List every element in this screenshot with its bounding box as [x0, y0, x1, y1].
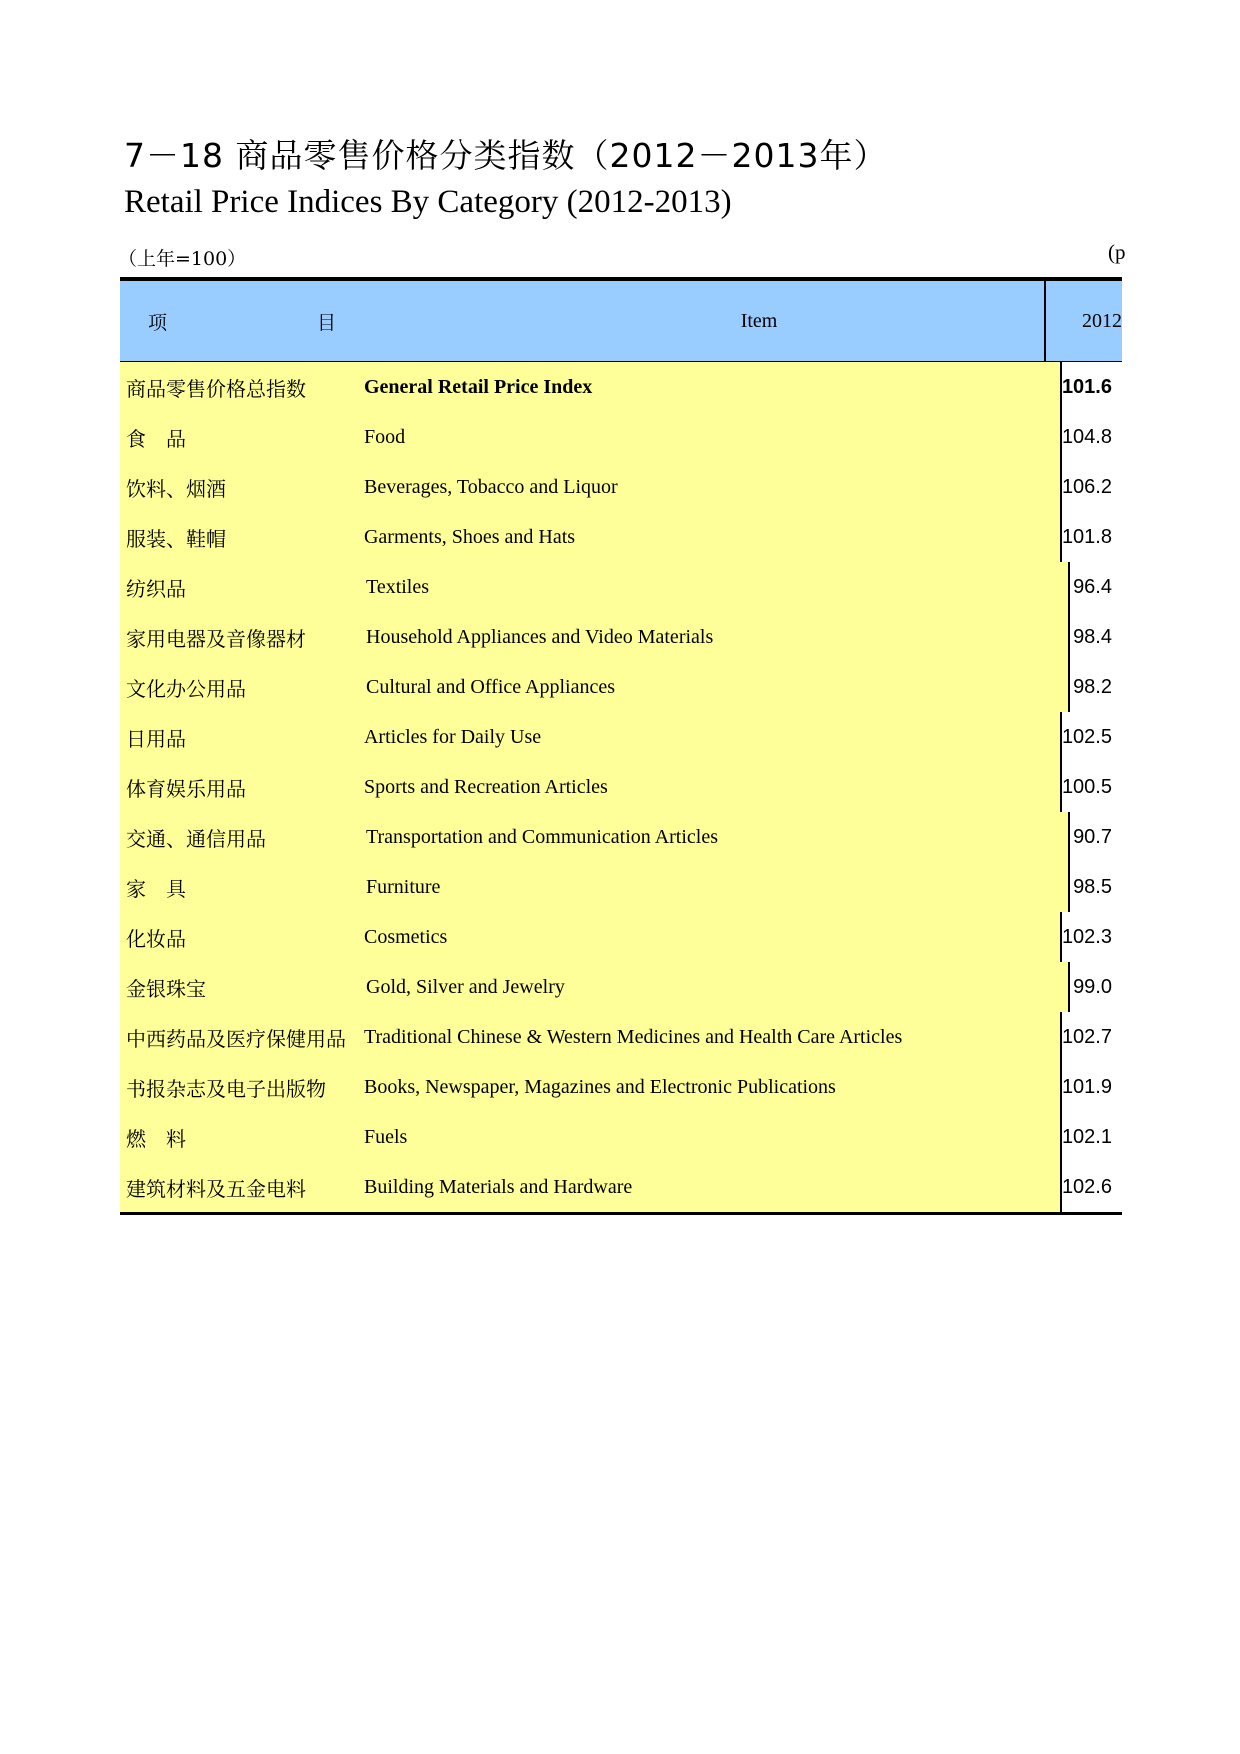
row-label-en: Sports and Recreation Articles [358, 762, 1062, 812]
table-row [120, 962, 1122, 1012]
table-bottom-rule [120, 1212, 1122, 1215]
row-value-2012: 102.6 [1061, 1175, 1112, 1198]
row-value-2012: 101.8 [1061, 525, 1112, 548]
table-row [120, 712, 1122, 762]
row-value-2012: 106.2 [1061, 475, 1112, 498]
row-label-en: Furniture [360, 862, 1070, 912]
row-label-cn: 金银珠宝 [120, 962, 360, 1012]
price-index-table [120, 277, 1122, 1215]
table-row [120, 1162, 1122, 1212]
row-label-en: General Retail Price Index [358, 362, 1062, 412]
row-label-en: Textiles [360, 562, 1070, 612]
row-value-2012: 90.7 [1073, 825, 1112, 848]
row-label-en: Food [358, 412, 1062, 462]
row-value-2012: 104.8 [1061, 425, 1112, 448]
row-value-2012: 96.4 [1073, 575, 1112, 598]
table-row [120, 612, 1122, 662]
row-label-cn: 家用电器及音像器材 [120, 612, 360, 662]
table-row [120, 1012, 1122, 1062]
row-label-cn: 日用品 [120, 712, 358, 762]
row-value-2012: 102.3 [1061, 925, 1112, 948]
row-label-en: Traditional Chinese & Western Medicines and Health Care Articles [358, 1012, 1062, 1062]
row-label-cn: 交通、通信用品 [120, 812, 360, 862]
row-label-en: Books, Newspaper, Magazines and Electronic Publications [358, 1062, 1062, 1112]
base-year-note-english-clipped: (p [1108, 240, 1126, 264]
row-label-cn: 商品零售价格总指数 [120, 362, 358, 412]
page-title-english: Retail Price Indices By Category (2012-2013) [124, 184, 732, 220]
table-row [120, 862, 1122, 912]
row-label-cn: 家 具 [120, 862, 360, 912]
row-value-2012: 98.2 [1073, 675, 1112, 698]
row-label-en: Building Materials and Hardware [358, 1162, 1062, 1212]
header-item-cn-part1: 项 [148, 311, 168, 334]
table-row [120, 662, 1122, 712]
table-body [120, 362, 1122, 1212]
row-label-cn: 纺织品 [120, 562, 360, 612]
row-label-en: Household Appliances and Video Materials [360, 612, 1070, 662]
row-value-2012: 102.1 [1061, 1125, 1112, 1148]
row-value-2012: 100.5 [1061, 775, 1112, 798]
table-row [120, 1112, 1122, 1162]
row-label-cn: 建筑材料及五金电料 [120, 1162, 358, 1212]
table-row [120, 562, 1122, 612]
row-value-2012: 98.5 [1073, 875, 1112, 898]
row-value-2012: 98.4 [1073, 625, 1112, 648]
table-row [120, 1062, 1122, 1112]
row-label-en: Garments, Shoes and Hats [358, 512, 1062, 562]
header-item-en: Item [354, 281, 1046, 361]
table-row [120, 812, 1122, 862]
row-label-en: Transportation and Communication Articles [360, 812, 1070, 862]
row-value-2012: 99.0 [1073, 975, 1112, 998]
row-label-en: Cosmetics [358, 912, 1062, 962]
row-label-cn: 化妆品 [120, 912, 358, 962]
header-item-cn-part2: 目 [317, 311, 337, 334]
row-label-en: Fuels [358, 1112, 1062, 1162]
row-label-cn: 食 品 [120, 412, 358, 462]
row-label-cn: 中西药品及医疗保健用品 [120, 1012, 358, 1062]
row-value-2012: 102.7 [1061, 1025, 1112, 1048]
row-label-en: Gold, Silver and Jewelry [360, 962, 1070, 1012]
header-year-2012: 2012 [1082, 309, 1122, 332]
row-label-cn: 服装、鞋帽 [120, 512, 358, 562]
table-row [120, 762, 1122, 812]
table-row [120, 912, 1122, 962]
row-label-cn: 饮料、烟酒 [120, 462, 358, 512]
table-header [120, 281, 1122, 362]
row-value-2012: 101.9 [1061, 1075, 1112, 1098]
table-row [120, 362, 1122, 412]
row-label-en: Beverages, Tobacco and Liquor [358, 462, 1062, 512]
table-row [120, 512, 1122, 562]
row-label-cn: 燃 料 [120, 1112, 358, 1162]
page-title-chinese: 7－18 商品零售价格分类指数（2012－2013年） [124, 136, 888, 175]
base-year-note: （上年=100） [118, 248, 247, 270]
row-label-cn: 书报杂志及电子出版物 [120, 1062, 358, 1112]
row-value-2012: 102.5 [1061, 725, 1112, 748]
table-row [120, 412, 1122, 462]
row-label-en: Cultural and Office Appliances [360, 662, 1070, 712]
row-label-en: Articles for Daily Use [358, 712, 1062, 762]
row-label-cn: 文化办公用品 [120, 662, 360, 712]
row-value-2012: 101.6 [1061, 375, 1112, 398]
table-row [120, 462, 1122, 512]
row-label-cn: 体育娱乐用品 [120, 762, 358, 812]
